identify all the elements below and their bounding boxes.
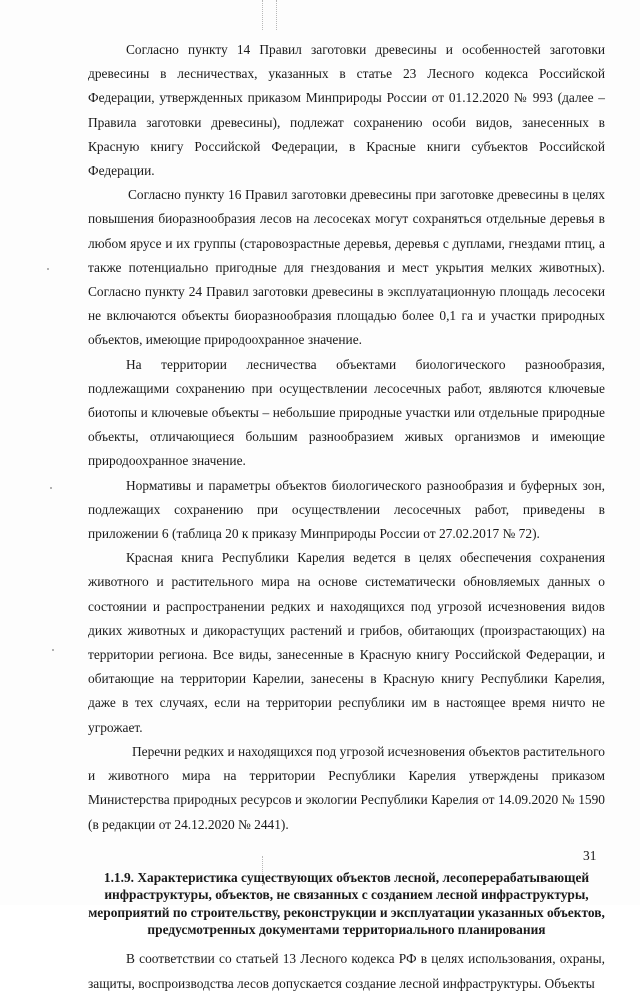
body-text (88, 38, 605, 996)
scan-speck (47, 268, 49, 270)
fold-mark-top-2 (276, 0, 277, 30)
paragraph-4: Нормативы и параметры объектов биологического разнообразия и буферных зон, подлежащих сохранению при осуществлении лесосечных работ, приведены в приложении 6 (таблица 20 к приказу Минприроды России от 27.02.2017 № 72). (88, 477, 605, 542)
closing-paragraph: В соответствии со статьей 13 Лесного кодекса РФ в целях использования, охраны, защиты, воспроизводства лесов допускается создание лесной инфраструктуры. Объекты (88, 951, 605, 991)
fold-mark-top (262, 0, 263, 30)
paragraph-3: На территории лесничества объектами биологического разнообразия, подлежащими сохранению при осуществлении лесосечных работ, являются ключевые биотопы и ключевые объекты – небольшие природные участки или отдельные природные объекты, отличающиеся большим разнообразием живых организмов и имеющие природоохранное значение. (88, 356, 605, 469)
scan-speck (52, 649, 54, 651)
paragraph-2: Согласно пункту 16 Правил заготовки древесины при заготовке древесины в целях повышения биоразнообразия лесов на лесосеках могут сохраняться отдельные деревья в любом ярусе и их группы (старовозрастные деревья, деревья с дуплами, гнездами птиц, а также потенциально пригодные для гнездования и мест укрытия мелких животных). Согласно пункту 24 Правил заготовки древесины в эксплуатационную площадь лесосеки не включаются объекты биоразнообразия площадью более 0,1 га и участки природных объектов, имеющие природоохранное значение. (88, 187, 605, 348)
scan-speck (50, 487, 52, 489)
page-number: 31 (583, 848, 597, 863)
paragraph-1: Согласно пункту 14 Правил заготовки древесины и особенностей заготовки древесины в лесничествах, указанных в статье 23 Лесного кодекса Российской Федерации, утвержденных приказом Минприроды России от 01.12.2020 № 993 (далее – Правила заготовки древесины), подлежат сохранению особи видов, занесенных в Красную книгу Российской Федерации, в Красные книги субъектов Российской Федерации. (88, 42, 605, 179)
paragraph-6: Перечни редких и находящихся под угрозой исчезновения объектов растительного и животного мира на территории Республики Карелия утверждены приказом Министерства природных ресурсов и экологии Республики Карелия от 14.09.2020 № 1590 (в редакции от 24.12.2020 № 2441). (88, 743, 605, 832)
section-heading: 1.1.9. Характеристика существующих объектов лесной, лесоперерабатывающей инфраструктуры, объектов, не связанных с созданием лесной инфраструктуры, мероприятий по строительству, реконструкции и эксплуатации указанных объектов, предусмотренных документами территориального планирования (88, 869, 605, 937)
paragraph-5: Красная книга Республики Карелия ведется в целях обеспечения сохранения животного и растительного мира на основе систематически обновляемых данных о состоянии и распространении редких и находящихся под угрозой исчезновения видов диких животных и дикорастущих растений и грибов, обитающих (произрастающих) на территории региона. Все виды, занесенные в Красную книгу Российской Федерации, и обитающие на территории Карелии, занесены в Красную книгу Республики Карелия, даже в тех случаях, если на территории республики им в настоящее время ничто не угрожает. (88, 550, 605, 735)
